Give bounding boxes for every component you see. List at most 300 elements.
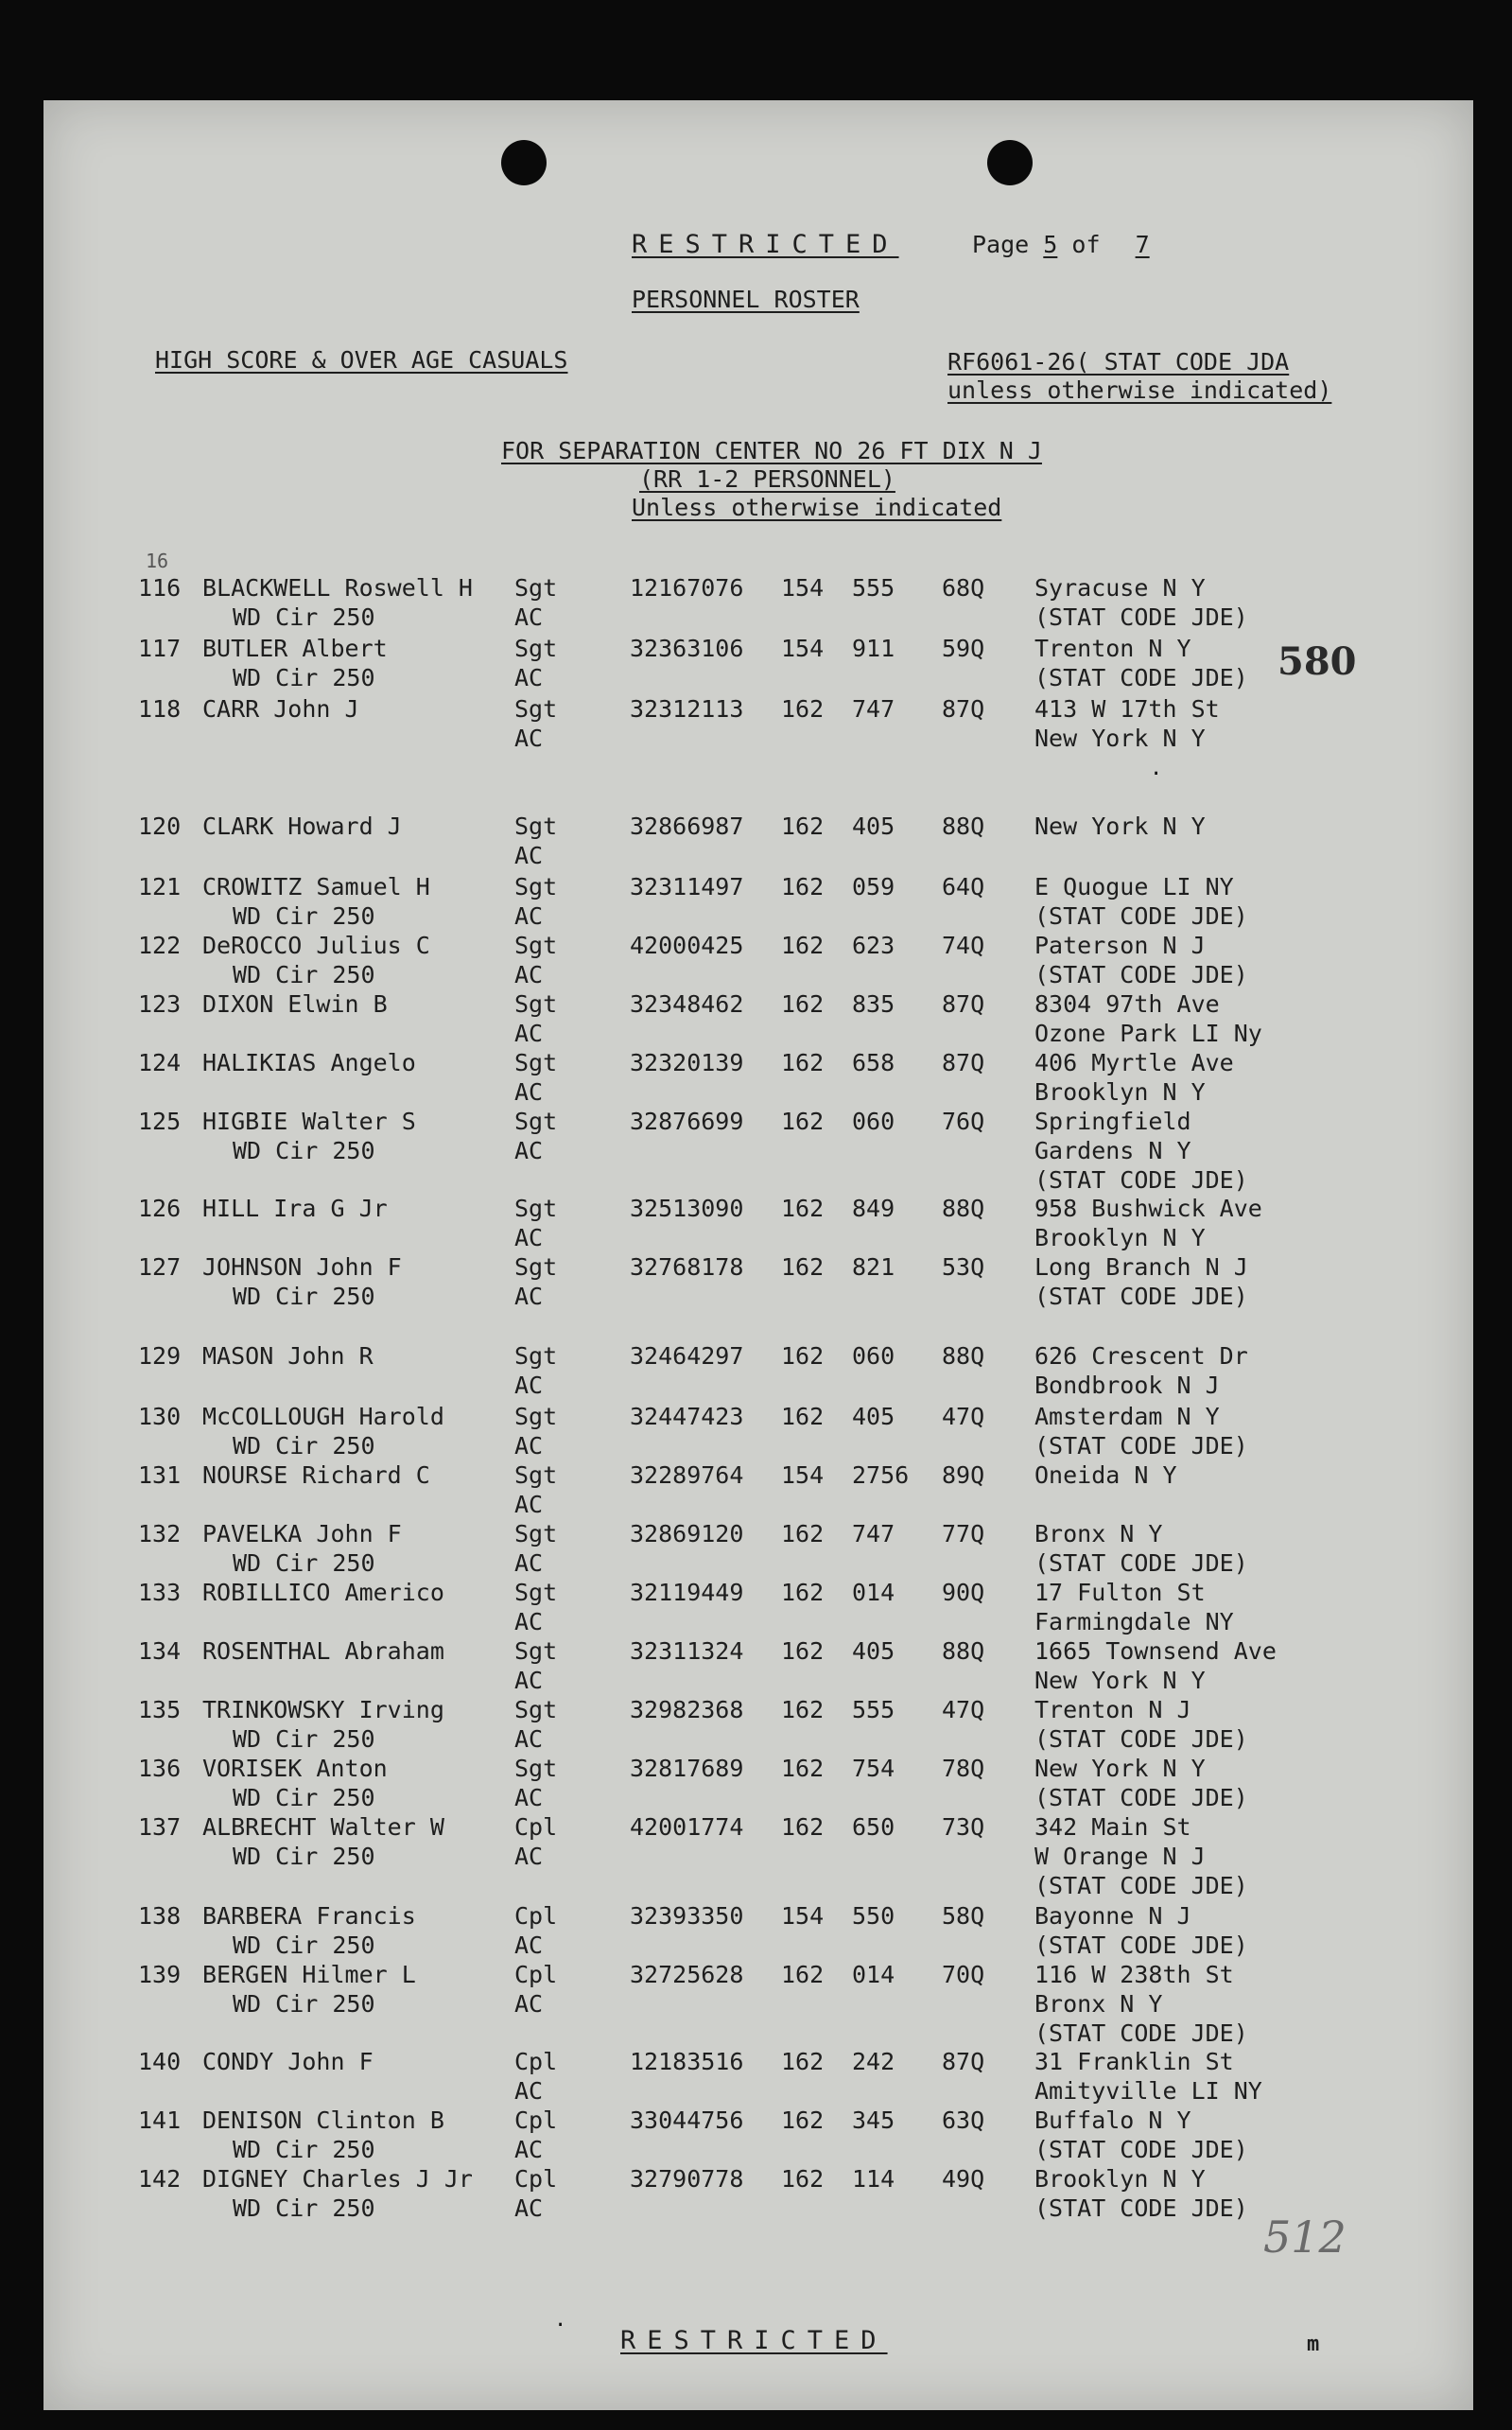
cell-name: VORISEK Anton	[202, 1755, 388, 1782]
cell-addr1: 1665 Townsend Ave	[1034, 1637, 1277, 1665]
cell-addr2: (STAT CODE JDE)	[1034, 664, 1248, 691]
cell-serial: 32363106	[630, 635, 744, 662]
cell-rank2: AC	[514, 1224, 544, 1251]
cell-rank: Sgt	[514, 1579, 558, 1606]
cell-spec: 835	[852, 990, 895, 1018]
cell-addr2: Ozone Park LI Ny	[1034, 1020, 1262, 1047]
table-row	[43, 1960, 1473, 2047]
cell-spec: 060	[852, 1342, 895, 1370]
cell-rank: Sgt	[514, 1403, 558, 1430]
cell-sub: WD Cir 250	[233, 961, 375, 988]
cell-score: 73Q	[942, 1813, 985, 1841]
cell-rank2: AC	[514, 1784, 544, 1811]
cell-rank: Cpl	[514, 2048, 558, 2075]
cell-ms: 162	[781, 2165, 825, 2193]
cell-serial: 32393350	[630, 1902, 744, 1930]
cell-name: DIXON Elwin B	[202, 990, 388, 1018]
cell-score: 87Q	[942, 2048, 985, 2075]
cell-ms: 162	[781, 1579, 825, 1606]
cell-name: BERGEN Hilmer L	[202, 1961, 416, 1988]
cell-name: BUTLER Albert	[202, 635, 388, 662]
cell-sub: WD Cir 250	[233, 1549, 375, 1577]
cell-rank: Sgt	[514, 1461, 558, 1489]
cell-spec: 242	[852, 2048, 895, 2075]
cell-addr1: Paterson N J	[1034, 932, 1206, 959]
cell-score: 47Q	[942, 1403, 985, 1430]
cell-addr1: Oneida N Y	[1034, 1461, 1177, 1489]
cell-score: 64Q	[942, 873, 985, 900]
cell-num: 132	[138, 1520, 182, 1547]
cell-rank2: AC	[514, 1843, 544, 1870]
cell-name: DeROCCO Julius C	[202, 932, 430, 959]
cell-num: 136	[138, 1755, 182, 1782]
cell-num: 121	[138, 873, 182, 900]
cell-rank: Sgt	[514, 873, 558, 900]
cell-num: 130	[138, 1403, 182, 1430]
separation-line1: FOR SEPARATION CENTER NO 26 FT DIX N J	[501, 437, 1042, 464]
cell-serial: 32447423	[630, 1403, 744, 1430]
cell-addr1: Amsterdam N Y	[1034, 1403, 1220, 1430]
cell-ms: 162	[781, 1961, 825, 1988]
cell-rank: Sgt	[514, 574, 558, 602]
table-row	[43, 2106, 1473, 2162]
cell-ms: 154	[781, 1902, 825, 1930]
cell-addr1: Syracuse N Y	[1034, 574, 1206, 602]
cell-spec: 550	[852, 1902, 895, 1930]
cell-num: 142	[138, 2165, 182, 2193]
cell-addr1: 626 Crescent Dr	[1034, 1342, 1248, 1370]
cell-rank2: AC	[514, 1549, 544, 1577]
cell-ms: 162	[781, 1195, 825, 1222]
cell-num: 125	[138, 1108, 182, 1135]
cell-addr1: E Quogue LI NY	[1034, 873, 1234, 900]
cell-rank: Sgt	[514, 932, 558, 959]
cell-score: 74Q	[942, 932, 985, 959]
cell-addr2: (STAT CODE JDE)	[1034, 1432, 1248, 1460]
cell-sub: WD Cir 250	[233, 2136, 375, 2163]
cell-rank: Sgt	[514, 1253, 558, 1281]
table-row	[43, 634, 1473, 691]
cell-num: 129	[138, 1342, 182, 1370]
cell-addr2: (STAT CODE JDE)	[1034, 1784, 1248, 1811]
cell-serial: 32311497	[630, 873, 744, 900]
cell-serial: 32312113	[630, 695, 744, 723]
cell-addr2: (STAT CODE JDE)	[1034, 961, 1248, 988]
cell-spec: 405	[852, 1403, 895, 1430]
cell-addr2: (STAT CODE JDE)	[1034, 2194, 1248, 2222]
cell-num: 141	[138, 2107, 182, 2134]
cell-ms: 162	[781, 1813, 825, 1841]
cell-ms: 162	[781, 1637, 825, 1665]
cell-spec: 059	[852, 873, 895, 900]
table-row	[43, 2047, 1473, 2104]
cell-addr2: Amityville LI NY	[1034, 2077, 1262, 2105]
cell-spec: 014	[852, 1961, 895, 1988]
cell-serial: 32320139	[630, 1049, 744, 1076]
cell-ms: 154	[781, 574, 825, 602]
cell-ms: 162	[781, 1108, 825, 1135]
page-label: Page	[972, 231, 1030, 258]
cell-rank2: AC	[514, 1020, 544, 1047]
cell-sub: WD Cir 250	[233, 603, 375, 631]
cell-spec: 345	[852, 2107, 895, 2134]
cell-rank2: AC	[514, 603, 544, 631]
stat-code-line2: unless otherwise indicated)	[947, 376, 1332, 404]
cell-addr2: New York N Y	[1034, 725, 1206, 752]
cell-rank2: AC	[514, 1372, 544, 1399]
cell-num: 140	[138, 2048, 182, 2075]
cell-rank: Cpl	[514, 1902, 558, 1930]
cell-serial: 42001774	[630, 1813, 744, 1841]
cell-spec: 114	[852, 2165, 895, 2193]
separation-line2: (RR 1-2 PERSONNEL)	[639, 465, 895, 493]
cell-addr2: New York N Y	[1034, 1667, 1206, 1694]
cell-addr2: (STAT CODE JDE)	[1034, 902, 1248, 930]
cell-rank: Sgt	[514, 635, 558, 662]
table-row	[43, 1048, 1473, 1105]
cell-score: 76Q	[942, 1108, 985, 1135]
cell-rank: Sgt	[514, 990, 558, 1018]
cell-serial: 32790778	[630, 2165, 744, 2193]
cell-name: CONDY John F	[202, 2048, 374, 2075]
table-row	[43, 1341, 1473, 1398]
cell-serial: 32348462	[630, 990, 744, 1018]
cell-addr1: Brooklyn N Y	[1034, 2165, 1206, 2193]
cell-rank: Sgt	[514, 1108, 558, 1135]
table-row	[43, 872, 1473, 929]
cell-spec: 555	[852, 1696, 895, 1723]
roster-page	[43, 100, 1473, 2410]
cell-num: 127	[138, 1253, 182, 1281]
cell-addr1: 413 W 17th St	[1034, 695, 1220, 723]
cell-addr2: (STAT CODE JDE)	[1034, 1283, 1248, 1310]
cell-name: ROSENTHAL Abraham	[202, 1637, 444, 1665]
cell-ms: 162	[781, 1342, 825, 1370]
cell-addr3: (STAT CODE JDE)	[1034, 2019, 1248, 2047]
cell-spec: 754	[852, 1755, 895, 1782]
cell-rank2: AC	[514, 842, 544, 869]
cell-rank2: AC	[514, 1667, 544, 1694]
table-row	[43, 812, 1473, 868]
cell-score: 77Q	[942, 1520, 985, 1547]
cell-num: 118	[138, 695, 182, 723]
cell-score: 88Q	[942, 1637, 985, 1665]
cell-num: 123	[138, 990, 182, 1018]
cell-serial: 32119449	[630, 1579, 744, 1606]
cell-score: 63Q	[942, 2107, 985, 2134]
cell-rank2: AC	[514, 2136, 544, 2163]
cell-addr3: (STAT CODE JDE)	[1034, 1166, 1248, 1194]
cell-name: CLARK Howard J	[202, 813, 402, 840]
cell-score: 49Q	[942, 2165, 985, 2193]
cell-rank: Cpl	[514, 2165, 558, 2193]
table-row	[43, 1695, 1473, 1752]
cell-name: PAVELKA John F	[202, 1520, 402, 1547]
cell-rank2: AC	[514, 1137, 544, 1164]
table-row	[43, 1194, 1473, 1250]
roster-entries	[43, 100, 1473, 2410]
cell-rank2: AC	[514, 2194, 544, 2222]
cell-sub: WD Cir 250	[233, 1990, 375, 2018]
cell-spec: 014	[852, 1579, 895, 1606]
cell-rank: Sgt	[514, 1195, 558, 1222]
pencil-number: 512	[1263, 2211, 1347, 2263]
cell-sub: WD Cir 250	[233, 664, 375, 691]
cell-num: 138	[138, 1902, 182, 1930]
cell-addr1: 958 Bushwick Ave	[1034, 1195, 1262, 1222]
cell-sub: WD Cir 250	[233, 2194, 375, 2222]
cell-num: 137	[138, 1813, 182, 1841]
cell-serial: 33044756	[630, 2107, 744, 2134]
cell-rank2: AC	[514, 1932, 544, 1959]
cell-spec: 2756	[852, 1461, 910, 1489]
table-row	[43, 2164, 1473, 2221]
cell-addr1: Trenton N J	[1034, 1696, 1191, 1723]
cell-num: 135	[138, 1696, 182, 1723]
cell-spec: 623	[852, 932, 895, 959]
cell-name: MASON John R	[202, 1342, 374, 1370]
cell-rank: Cpl	[514, 1813, 558, 1841]
cell-name: CARR John J	[202, 695, 359, 723]
cell-ms: 162	[781, 1696, 825, 1723]
cell-ms: 162	[781, 1755, 825, 1782]
cell-name: HALIKIAS Angelo	[202, 1049, 416, 1076]
cell-score: 78Q	[942, 1755, 985, 1782]
cell-ms: 162	[781, 1520, 825, 1547]
cell-addr2: (STAT CODE JDE)	[1034, 603, 1248, 631]
cell-addr2: Farmingdale NY	[1034, 1608, 1234, 1635]
stamp-number: 580	[1277, 639, 1357, 684]
cell-serial: 12183516	[630, 2048, 744, 2075]
cell-serial: 32866987	[630, 813, 744, 840]
cell-ms: 162	[781, 990, 825, 1018]
margin-note: 16	[146, 550, 169, 572]
cell-serial: 32725628	[630, 1961, 744, 1988]
cell-spec: 747	[852, 695, 895, 723]
cell-rank2: AC	[514, 902, 544, 930]
cell-sub: WD Cir 250	[233, 1432, 375, 1460]
table-row	[43, 573, 1473, 630]
cell-serial: 32876699	[630, 1108, 744, 1135]
cell-num: 134	[138, 1637, 182, 1665]
table-row	[43, 1107, 1473, 1194]
cell-spec: 555	[852, 574, 895, 602]
cell-rank2: AC	[514, 961, 544, 988]
cell-serial: 32513090	[630, 1195, 744, 1222]
cell-addr1: Bronx N Y	[1034, 1520, 1163, 1547]
cell-spec: 060	[852, 1108, 895, 1135]
cell-addr2: (STAT CODE JDE)	[1034, 1932, 1248, 1959]
cell-rank2: AC	[514, 1283, 544, 1310]
cell-num: 120	[138, 813, 182, 840]
cell-spec: 405	[852, 1637, 895, 1665]
cell-serial: 32869120	[630, 1520, 744, 1547]
cell-spec: 821	[852, 1253, 895, 1281]
cell-addr2: Brooklyn N Y	[1034, 1078, 1206, 1106]
cell-score: 53Q	[942, 1253, 985, 1281]
table-row	[43, 1754, 1473, 1810]
cell-addr1: 342 Main St	[1034, 1813, 1191, 1841]
table-row	[43, 1252, 1473, 1309]
cell-name: DIGNEY Charles J Jr	[202, 2165, 473, 2193]
page-number: 5	[1043, 231, 1058, 258]
page-of: of	[1071, 231, 1101, 258]
cell-addr3: (STAT CODE JDE)	[1034, 1872, 1248, 1899]
table-row	[43, 1578, 1473, 1635]
cell-ms: 162	[781, 2048, 825, 2075]
cell-score: 87Q	[942, 1049, 985, 1076]
cell-ms: 162	[781, 813, 825, 840]
cell-serial: 32768178	[630, 1253, 744, 1281]
cell-serial: 32289764	[630, 1461, 744, 1489]
cell-score: 70Q	[942, 1961, 985, 1988]
cell-num: 124	[138, 1049, 182, 1076]
page-total: 7	[1135, 231, 1150, 258]
cell-score: 68Q	[942, 574, 985, 602]
cell-serial: 42000425	[630, 932, 744, 959]
cell-rank2: AC	[514, 1608, 544, 1635]
cell-addr2: (STAT CODE JDE)	[1034, 2136, 1248, 2163]
cell-score: 87Q	[942, 990, 985, 1018]
cell-sub: WD Cir 250	[233, 1932, 375, 1959]
stray-mark: ·	[554, 2314, 567, 2337]
cell-addr1: Buffalo N Y	[1034, 2107, 1191, 2134]
cell-addr1: 8304 97th Ave	[1034, 990, 1220, 1018]
cell-sub: WD Cir 250	[233, 1137, 375, 1164]
cell-name: BARBERA Francis	[202, 1902, 416, 1930]
table-row	[43, 1901, 1473, 1958]
cell-rank: Sgt	[514, 1637, 558, 1665]
cell-addr2: Gardens N Y	[1034, 1137, 1191, 1164]
cell-name: HIGBIE Walter S	[202, 1108, 416, 1135]
classification-footer: RESTRICTED	[620, 2326, 888, 2355]
cell-spec: 405	[852, 813, 895, 840]
cell-score: 88Q	[942, 813, 985, 840]
cell-serial: 32464297	[630, 1342, 744, 1370]
cell-score: 58Q	[942, 1902, 985, 1930]
cell-addr2: W Orange N J	[1034, 1843, 1206, 1870]
table-row	[43, 694, 1473, 751]
cell-addr1: 31 Franklin St	[1034, 2048, 1234, 2075]
cell-spec: 747	[852, 1520, 895, 1547]
cell-score: 90Q	[942, 1579, 985, 1606]
cell-sub: WD Cir 250	[233, 1283, 375, 1310]
cell-rank: Sgt	[514, 1755, 558, 1782]
roster-title: PERSONNEL ROSTER	[632, 286, 860, 313]
cell-spec: 911	[852, 635, 895, 662]
cell-rank: Sgt	[514, 695, 558, 723]
cell-rank: Cpl	[514, 1961, 558, 1988]
cell-serial: 32817689	[630, 1755, 744, 1782]
stray-mark: ·	[1150, 762, 1163, 786]
cell-serial: 32311324	[630, 1637, 744, 1665]
cell-serial: 32982368	[630, 1696, 744, 1723]
cell-sub: WD Cir 250	[233, 1725, 375, 1753]
cell-name: HILL Ira G Jr	[202, 1195, 388, 1222]
table-row	[43, 1636, 1473, 1693]
stat-code-line1: RF6061-26( STAT CODE JDA	[947, 348, 1290, 376]
cell-ms: 154	[781, 635, 825, 662]
cell-addr1: 17 Fulton St	[1034, 1579, 1206, 1606]
cell-ms: 162	[781, 873, 825, 900]
cell-score: 47Q	[942, 1696, 985, 1723]
cell-addr1: New York N Y	[1034, 813, 1206, 840]
cell-name: BLACKWELL Roswell H	[202, 574, 473, 602]
cell-spec: 658	[852, 1049, 895, 1076]
cell-num: 139	[138, 1961, 182, 1988]
cell-addr1: Springfield	[1034, 1108, 1191, 1135]
cell-rank2: AC	[514, 1491, 544, 1518]
cell-rank2: AC	[514, 725, 544, 752]
cell-num: 116	[138, 574, 182, 602]
cell-spec: 849	[852, 1195, 895, 1222]
cell-name: ROBILLICO Americo	[202, 1579, 444, 1606]
cell-addr2: (STAT CODE JDE)	[1034, 1549, 1248, 1577]
cell-score: 88Q	[942, 1195, 985, 1222]
corner-mark: m	[1307, 2333, 1320, 2356]
cell-rank2: AC	[514, 1432, 544, 1460]
cell-score: 87Q	[942, 695, 985, 723]
cell-rank2: AC	[514, 1990, 544, 2018]
cell-addr2: (STAT CODE JDE)	[1034, 1725, 1248, 1753]
table-row	[43, 1519, 1473, 1576]
cell-serial: 12167076	[630, 574, 744, 602]
cell-name: NOURSE Richard C	[202, 1461, 430, 1489]
cell-num: 133	[138, 1579, 182, 1606]
table-row	[43, 1812, 1473, 1899]
cell-addr1: New York N Y	[1034, 1755, 1206, 1782]
cell-rank2: AC	[514, 1725, 544, 1753]
table-row	[43, 989, 1473, 1046]
table-row	[43, 1402, 1473, 1459]
cell-num: 131	[138, 1461, 182, 1489]
cell-name: McCOLLOUGH Harold	[202, 1403, 444, 1430]
cell-rank2: AC	[514, 2077, 544, 2105]
cell-rank2: AC	[514, 1078, 544, 1106]
casual-title: HIGH SCORE & OVER AGE CASUALS	[155, 346, 568, 374]
cell-addr2: Bondbrook N J	[1034, 1372, 1220, 1399]
cell-name: JOHNSON John F	[202, 1253, 402, 1281]
cell-rank2: AC	[514, 664, 544, 691]
cell-score: 88Q	[942, 1342, 985, 1370]
cell-addr1: 116 W 238th St	[1034, 1961, 1234, 1988]
cell-ms: 162	[781, 1049, 825, 1076]
separation-line3: Unless otherwise indicated	[632, 494, 1002, 521]
cell-num: 117	[138, 635, 182, 662]
cell-num: 122	[138, 932, 182, 959]
table-row	[43, 1460, 1473, 1517]
cell-name: CROWITZ Samuel H	[202, 873, 430, 900]
cell-rank: Sgt	[514, 1342, 558, 1370]
cell-addr1: Long Branch N J	[1034, 1253, 1248, 1281]
classification-header: RESTRICTED	[632, 230, 899, 259]
cell-ms: 154	[781, 1461, 825, 1489]
cell-ms: 162	[781, 1403, 825, 1430]
cell-num: 126	[138, 1195, 182, 1222]
cell-name: ALBRECHT Walter W	[202, 1813, 444, 1841]
cell-ms: 162	[781, 932, 825, 959]
cell-sub: WD Cir 250	[233, 1843, 375, 1870]
cell-score: 59Q	[942, 635, 985, 662]
cell-ms: 162	[781, 695, 825, 723]
cell-name: TRINKOWSKY Irving	[202, 1696, 444, 1723]
table-row	[43, 931, 1473, 988]
cell-name: DENISON Clinton B	[202, 2107, 444, 2134]
cell-addr1: Trenton N Y	[1034, 635, 1191, 662]
cell-spec: 650	[852, 1813, 895, 1841]
cell-addr1: 406 Myrtle Ave	[1034, 1049, 1234, 1076]
cell-ms: 162	[781, 2107, 825, 2134]
